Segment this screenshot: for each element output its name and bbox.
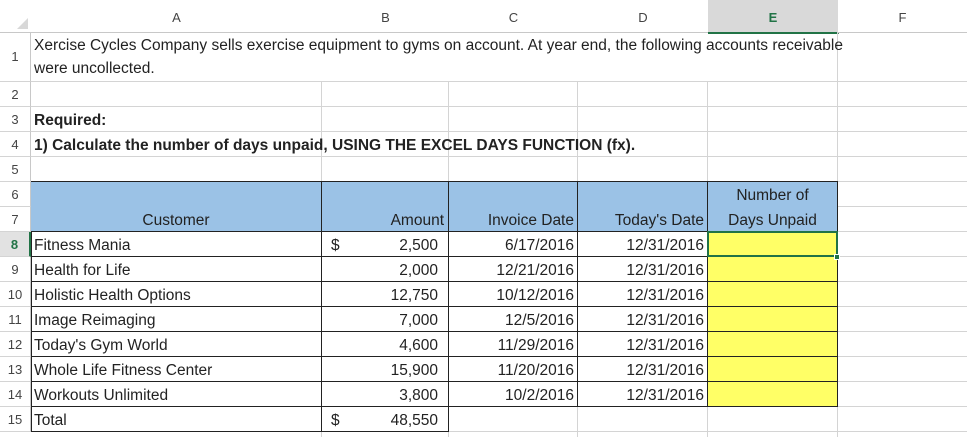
row-header-1[interactable]: 1 [0,32,31,82]
header-days-line1: Number of [736,187,809,204]
intro-line-1: Xercise Cycles Company sells exercise equipment to gyms on account. At year end, the following accounts receivable [34,37,843,54]
header-todays-date: Today's Date [614,212,704,229]
column-header-d[interactable]: D [578,0,709,33]
row-header-15[interactable]: 15 [0,407,31,432]
invoice-date-cell[interactable]: 11/29/2016 [497,337,574,354]
table-row[interactable]: Holistic Health Options [34,287,191,304]
amount-cell[interactable]: 3,800 [399,387,438,404]
column-header-c[interactable]: C [449,0,579,33]
table-row[interactable]: Whole Life Fitness Center [34,362,213,379]
instruction-text: 1) Calculate the number of days unpaid, USING THE EXCEL DAYS FUNCTION (fx). [34,137,636,154]
column-header-e[interactable]: E [708,0,839,34]
amount-cell[interactable]: 4,600 [399,337,438,354]
todays-date-cell[interactable]: 12/31/2016 [626,312,704,329]
row-header-9[interactable]: 9 [0,257,31,282]
todays-date-cell[interactable]: 12/31/2016 [626,337,704,354]
table-row[interactable]: Fitness Mania [34,237,131,254]
amount-cell[interactable]: 15,900 [390,362,438,379]
row-header-8[interactable]: 8 [0,232,31,257]
invoice-date-cell[interactable]: 10/2/2016 [505,387,574,404]
header-customer: Customer [142,212,210,229]
total-amount[interactable]: 48,550 [390,412,438,429]
column-header-f[interactable]: F [838,0,967,33]
amount-cell[interactable]: 12,750 [390,287,438,304]
required-label: Required: [34,112,107,129]
column-header-b[interactable]: B [322,0,450,33]
row-header-14[interactable]: 14 [0,382,31,407]
table-row[interactable]: Health for Life [34,262,131,279]
row-header-6[interactable]: 6 [0,182,31,207]
column-header-a[interactable]: A [31,0,323,33]
row-header-12[interactable]: 12 [0,332,31,357]
header-days-line2: Days Unpaid [728,212,817,229]
invoice-date-cell[interactable]: 11/20/2016 [497,362,574,379]
intro-line-2: were uncollected. [34,60,155,77]
select-all-corner[interactable] [0,0,32,33]
invoice-date-cell[interactable]: 12/5/2016 [505,312,574,329]
invoice-date-cell[interactable]: 6/17/2016 [505,237,574,254]
row-header-7[interactable]: 7 [0,207,31,232]
fill-handle[interactable] [834,254,840,260]
row-header-13[interactable]: 13 [0,357,31,382]
selected-cell-e8[interactable] [707,231,838,257]
row-header-3[interactable]: 3 [0,107,31,132]
row-header-11[interactable]: 11 [0,307,31,332]
amount-cell[interactable]: 2,000 [399,262,438,279]
todays-date-cell[interactable]: 12/31/2016 [626,287,704,304]
row-header-2[interactable]: 2 [0,82,31,107]
amount-cell[interactable]: 2,500 [399,237,438,254]
total-dollar-sign: $ [331,412,340,429]
header-amount: Amount [390,212,444,229]
invoice-date-cell[interactable]: 10/12/2016 [496,287,574,304]
todays-date-cell[interactable]: 12/31/2016 [626,262,704,279]
todays-date-cell[interactable]: 12/31/2016 [626,387,704,404]
invoice-date-cell[interactable]: 12/21/2016 [496,262,574,279]
header-invoice-date: Invoice Date [487,212,574,229]
amount-cell[interactable]: 7,000 [399,312,438,329]
row-header-10[interactable]: 10 [0,282,31,307]
row-header-5[interactable]: 5 [0,157,31,182]
table-row[interactable]: Today's Gym World [34,337,168,354]
todays-date-cell[interactable]: 12/31/2016 [626,237,704,254]
total-label[interactable]: Total [34,412,67,429]
dollar-sign: $ [331,237,340,254]
todays-date-cell[interactable]: 12/31/2016 [626,362,704,379]
row-header-4[interactable]: 4 [0,132,31,157]
table-row[interactable]: Image Reimaging [34,312,156,329]
table-row[interactable]: Workouts Unlimited [34,387,169,404]
